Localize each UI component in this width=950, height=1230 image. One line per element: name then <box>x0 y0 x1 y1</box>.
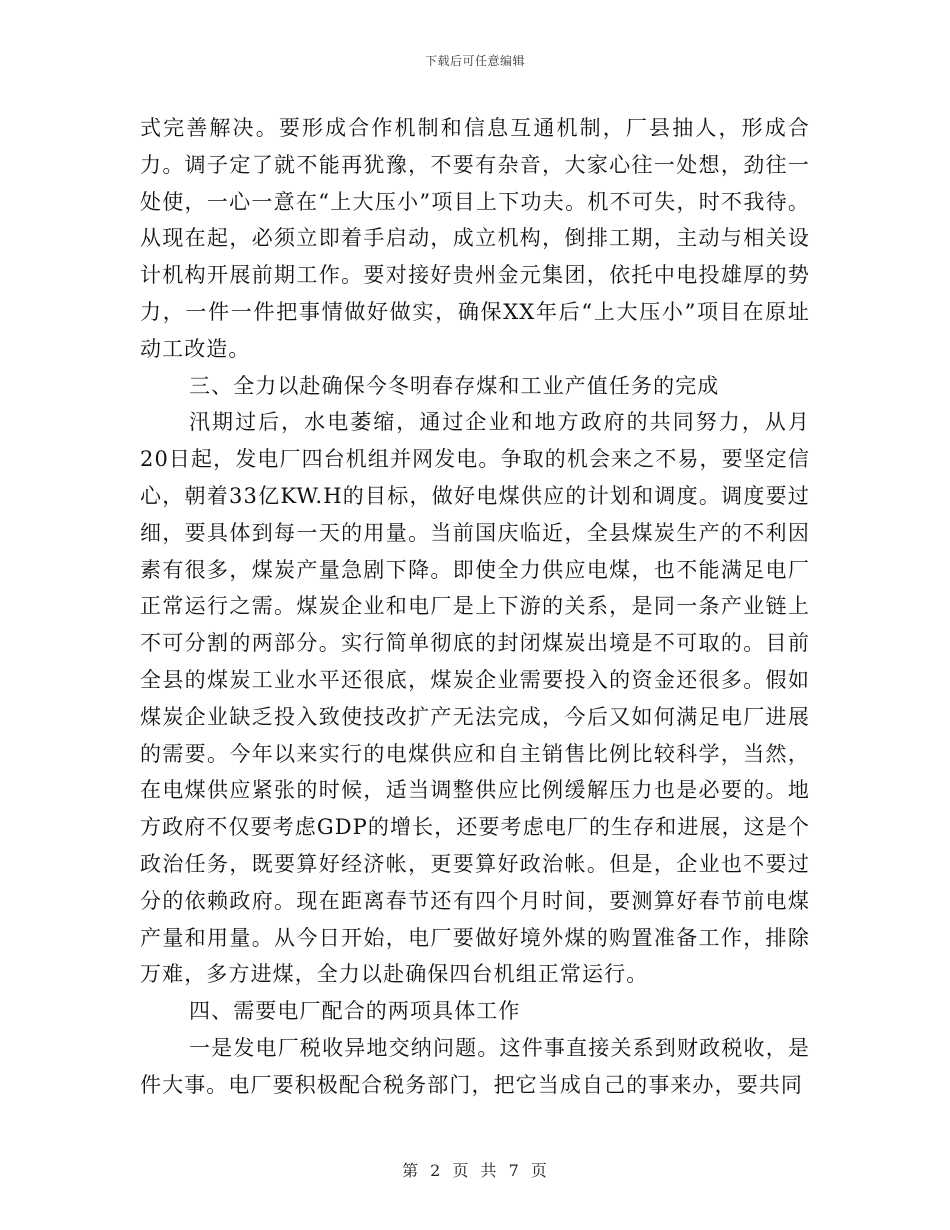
paragraph-2: 汛期过后，水电萎缩，通过企业和地方政府的共同努力，从月20日起，发电厂四台机组并网发电。争取的机会来之不易，要坚定信心，朝着33亿KW.H的目标，做好电煤供应的计划和调度。调度要过细，要具体到每一天的用量。当前国庆临近，全县煤炭生产的不利因素有很多，煤炭产量急剧下降。即使全力供应电煤，也不能满足电厂正常运行之需。煤炭企业和电厂是上下游的关系，是同一条产业链上不可分割的两部分。实行简单彻底的封闭煤炭出境是不可取的。目前全县的煤炭工业水平还很底，煤炭企业需要投入的资金还很多。假如煤炭企业缺乏投入致使技改扩产无法完成，今后又如何满足电厂进展的需要。今年以来实行的电煤供应和自主销售比例比较科学，当然，在电煤供应紧张的时候，适当调整供应比例缓解压力也是必要的。地方政府不仅要考虑GDP的增长，还要考虑电厂的生存和进展，这是个政治任务，既要算好经济帐，更要算好政治帐。但是，企业也不要过分的依赖政府。现在距离春节还有四个月时间，要测算好春节前电煤产量和用量。从今日开始，电厂要做好境外煤的购置准备工作，排除万难，多方进煤，全力以赴确保四台机组正常运行。 <box>140 410 810 987</box>
page-header: 下载后可任意编辑 <box>424 54 525 68</box>
paragraph-3: 一是发电厂税收异地交纳问题。这件事直接关系到财政税收，是件大事。电厂要积极配合税务部门，把它当成自己的事来办，要共同 <box>140 1035 810 1097</box>
page-footer: 第 2 页 共 7 页 <box>402 1161 548 1180</box>
section-heading-4: 四、需要电厂配合的两项具体工作 <box>189 999 521 1024</box>
section-heading-3: 三、全力以赴确保今冬明春存煤和工业产值任务的完成 <box>189 373 720 398</box>
paragraph-1: 式完善解决。要形成合作机制和信息互通机制，厂县抽人，形成合力。调子定了就不能再犹豫，不要有杂音，大家心往一处想，劲往一处使，一心一意在“上大压小”项目上下功夫。机不可失，时不我待。从现在起，必须立即着手启动，成立机构，倒排工期，主动与相关设计机构开展前期工作。要对接好贵州金元集团，依托中电投雄厚的势力，一件一件把事情做好做实，确保XX年后“上大压小”项目在原址动工改造。 <box>140 116 810 361</box>
document-body <box>140 110 810 1104</box>
